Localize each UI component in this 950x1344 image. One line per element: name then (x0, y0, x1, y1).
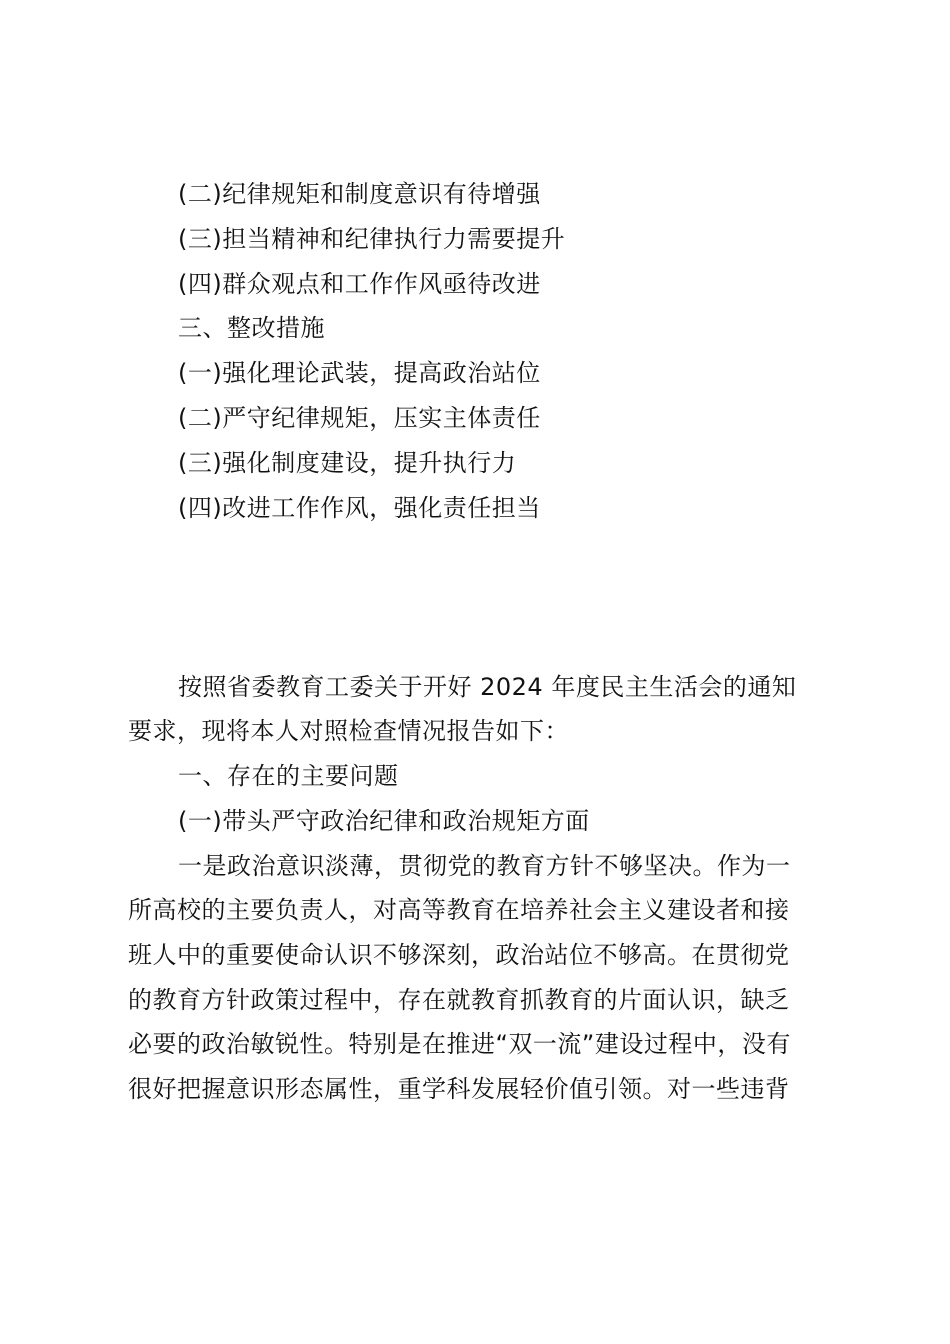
outline-item: (四)群众观点和工作作风亟待改进 (178, 270, 541, 298)
intro-paragraph-line: 按照省委教育工委关于开好 2024 年度民主生活会的通知 (178, 673, 797, 701)
outline-item: (四)改进工作作风，强化责任担当 (178, 494, 541, 522)
outline-item: (一)强化理论武装，提高政治站位 (178, 359, 541, 387)
section-heading: 一、存在的主要问题 (178, 762, 399, 790)
body-paragraph-line: 很好把握意识形态属性，重学科发展轻价值引领。对一些违背 (128, 1075, 790, 1103)
intro-paragraph-line: 要求，现将本人对照检查情况报告如下： (128, 717, 569, 745)
body-paragraph-line: 一是政治意识淡薄，贯彻党的教育方针不够坚决。作为一 (178, 852, 791, 880)
subsection-heading: (一)带头严守政治纪律和政治规矩方面 (178, 807, 590, 835)
outline-item: (三)强化制度建设，提升执行力 (178, 449, 517, 477)
outline-item: (二)严守纪律规矩，压实主体责任 (178, 404, 541, 432)
body-paragraph-line: 必要的政治敏锐性。特别是在推进“双一流”建设过程中，没有 (128, 1030, 791, 1058)
body-paragraph-line: 所高校的主要负责人，对高等教育在培养社会主义建设者和接 (128, 896, 790, 924)
outline-item: (三)担当精神和纪律执行力需要提升 (178, 225, 566, 253)
body-paragraph-line: 班人中的重要使命认识不够深刻，政治站位不够高。在贯彻党 (128, 941, 790, 969)
outline-section-heading: 三、整改措施 (178, 314, 325, 342)
outline-item: (二)纪律规矩和制度意识有待增强 (178, 180, 541, 208)
body-paragraph-line: 的教育方针政策过程中，存在就教育抓教育的片面认识，缺乏 (128, 986, 790, 1014)
